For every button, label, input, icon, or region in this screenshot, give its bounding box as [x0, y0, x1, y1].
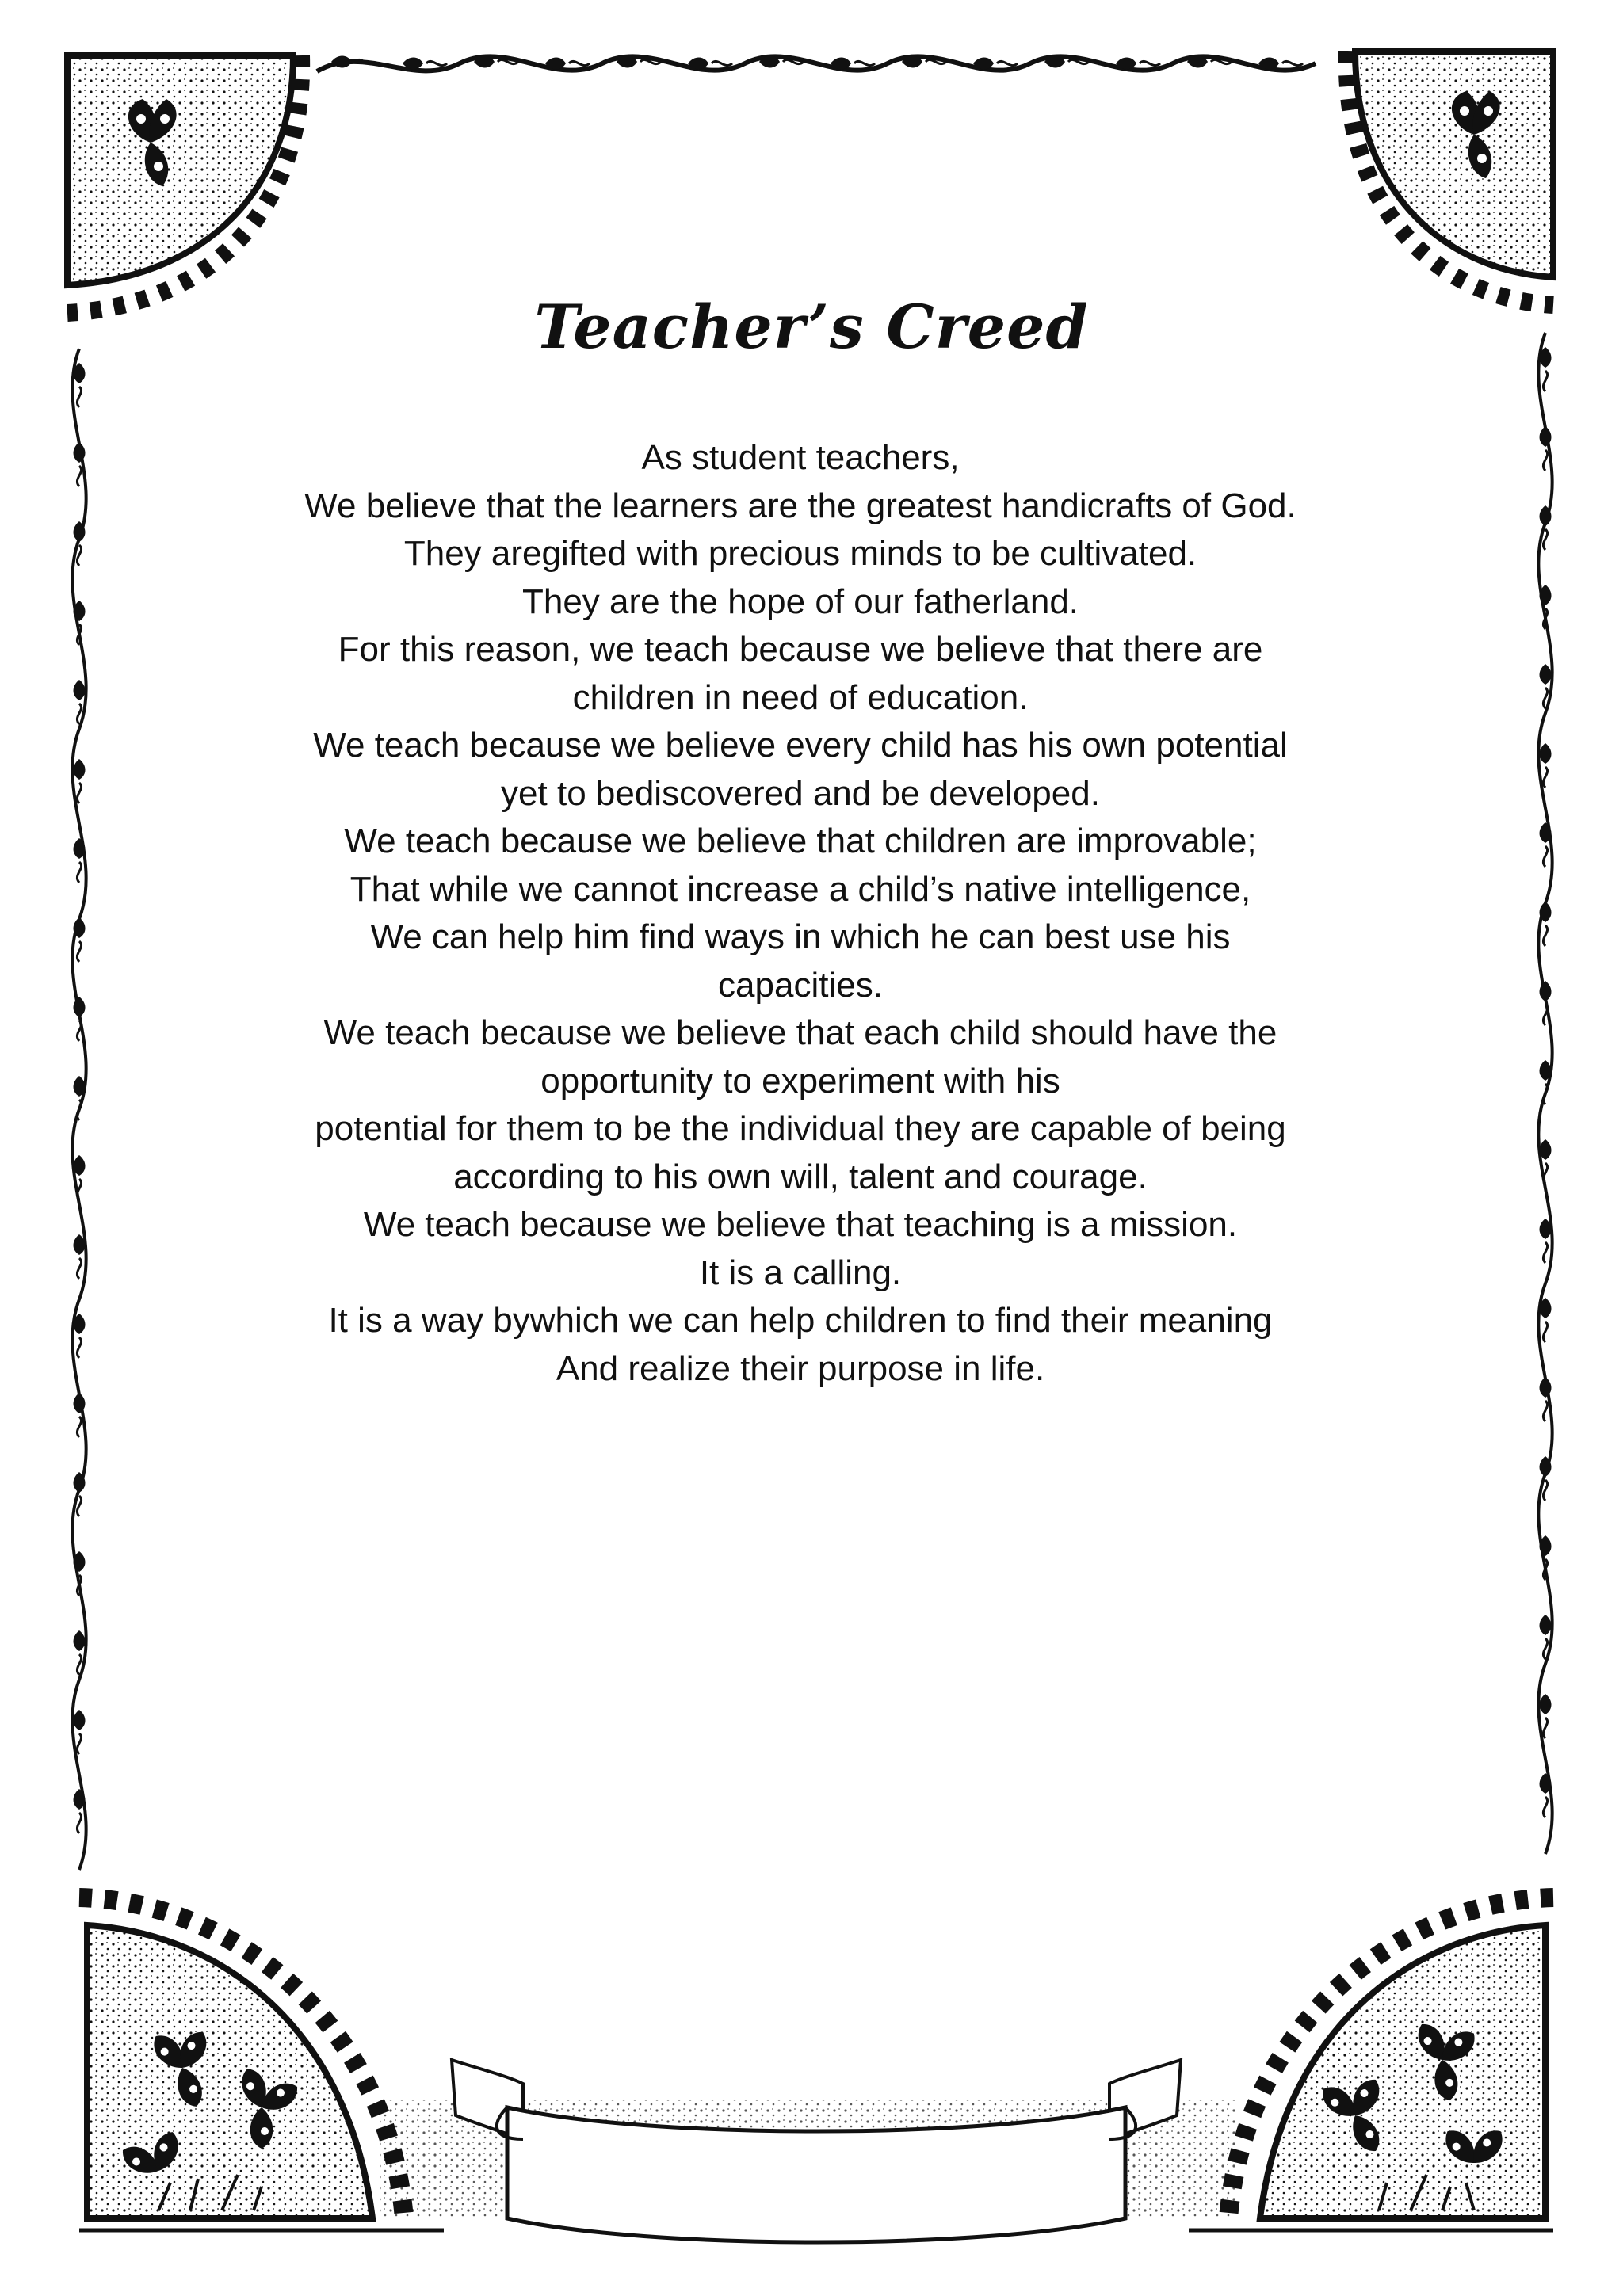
creed-text	[238, 434, 1363, 1393]
top-vine-border	[317, 56, 1316, 72]
corner-top-right	[1347, 51, 1553, 305]
creed-line: We teach because we believe that each child should have the	[323, 1013, 1277, 1052]
creed-line: We teach because we believe that teaching is a mission.	[363, 1205, 1238, 1244]
bottom-banner-scroll	[380, 2060, 1236, 2242]
creed-line: children in need of education.	[572, 677, 1029, 717]
creed-line: We teach because we believe every child has his own potential	[313, 726, 1288, 765]
creed-line: They are the hope of our fatherland.	[521, 582, 1079, 621]
corner-bottom-right	[1189, 1897, 1553, 2230]
creed-line: according to his own will, talent and courage.	[453, 1157, 1148, 1196]
creed-line: It is a calling.	[699, 1253, 902, 1292]
right-vine-border	[1538, 333, 1552, 1854]
creed-line: It is a way bywhich we can help children to find their meaning	[328, 1301, 1273, 1340]
creed-line: We can help him find ways in which he can best use his	[370, 917, 1231, 956]
creed-line: capacities.	[718, 965, 883, 1005]
creed-line: As student teachers,	[641, 438, 960, 477]
creed-line: opportunity to experiment with his	[540, 1061, 1060, 1100]
page-title: Teacher’s Creed	[534, 292, 1089, 362]
left-vine-border	[72, 349, 86, 1870]
creed-line: They aregifted with precious minds to be cultivated.	[403, 534, 1197, 573]
creed-line: potential for them to be the individual they are capable of being	[315, 1109, 1286, 1148]
creed-line: That while we cannot increase a child’s native intelligence,	[349, 869, 1251, 909]
creed-line: We believe that the learners are the greatest handicrafts of God.	[304, 486, 1296, 525]
creed-line: yet to bediscovered and be developed.	[501, 773, 1100, 813]
creed-line: For this reason, we teach because we believe that there are	[338, 630, 1263, 669]
creed-line: And realize their purpose in life.	[556, 1348, 1045, 1388]
creed-line: We teach because we believe that children are improvable;	[344, 822, 1257, 860]
corner-top-left	[67, 55, 301, 313]
